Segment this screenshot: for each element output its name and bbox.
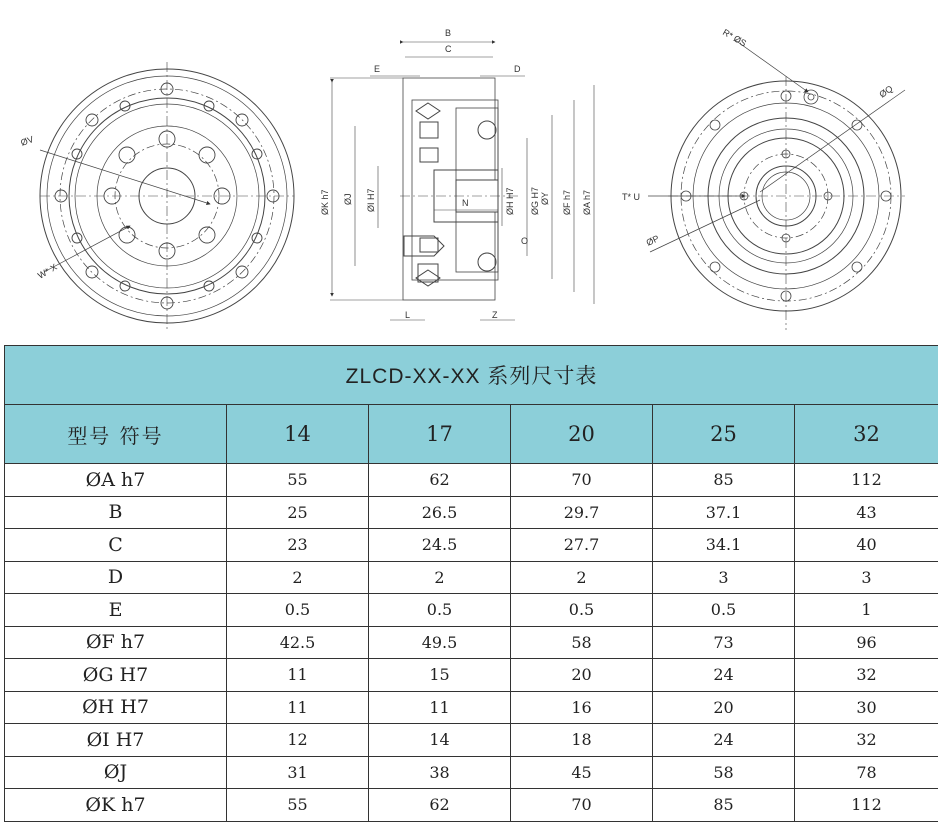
header-label: 型号 符号: [5, 405, 227, 464]
cell-value: 32: [795, 659, 938, 692]
label-g: ØG H7: [530, 186, 540, 215]
cell-value: 62: [369, 464, 511, 497]
cell-value: 31: [227, 756, 369, 789]
cell-value: 40: [795, 529, 938, 562]
cell-value: 112: [795, 464, 938, 497]
cell-value: 37.1: [653, 496, 795, 529]
header-model: 17: [369, 405, 511, 464]
table-title: ZLCD-XX-XX 系列尺寸表: [5, 346, 938, 405]
cell-value: 62: [369, 789, 511, 822]
cell-value: 2: [511, 561, 653, 594]
table-row: [5, 626, 938, 659]
header-model: 32: [795, 405, 938, 464]
label-wx: W* X: [36, 261, 59, 281]
table-row: [5, 691, 938, 724]
cell-value: 45: [511, 756, 653, 789]
cell-value: 70: [511, 789, 653, 822]
cell-value: 70: [511, 464, 653, 497]
label-c: C: [445, 44, 452, 54]
cell-value: 24: [653, 659, 795, 692]
cell-value: 23: [227, 529, 369, 562]
cell-value: 73: [653, 626, 795, 659]
cell-value: 58: [653, 756, 795, 789]
cell-value: 0.5: [227, 594, 369, 627]
cell-value: 11: [369, 691, 511, 724]
table-row: [5, 594, 938, 627]
row-symbol: ØF h7: [5, 626, 227, 659]
row-symbol: E: [5, 594, 227, 627]
cell-value: 2: [227, 561, 369, 594]
header-model: 25: [653, 405, 795, 464]
cell-value: 18: [511, 724, 653, 757]
cell-value: 78: [795, 756, 938, 789]
cell-value: 12: [227, 724, 369, 757]
cell-value: 58: [511, 626, 653, 659]
cell-value: 26.5: [369, 496, 511, 529]
row-symbol: D: [5, 561, 227, 594]
cell-value: 24: [653, 724, 795, 757]
cell-value: 85: [653, 464, 795, 497]
table-row: [5, 724, 938, 757]
label-a: ØA h7: [582, 189, 592, 215]
table-row: [5, 561, 938, 594]
cell-value: 20: [653, 691, 795, 724]
label-h: ØH H7: [505, 187, 515, 215]
label-d: D: [514, 64, 521, 74]
cell-value: 2: [369, 561, 511, 594]
cell-value: 0.5: [511, 594, 653, 627]
table-row: [5, 659, 938, 692]
cell-value: 49.5: [369, 626, 511, 659]
cell-value: 32: [795, 724, 938, 757]
label-n: N: [462, 198, 469, 208]
row-symbol: ØI H7: [5, 724, 227, 757]
technical-drawings: [0, 0, 938, 345]
label-j: ØJ: [343, 193, 353, 205]
cell-value: 0.5: [653, 594, 795, 627]
cell-value: 3: [795, 561, 938, 594]
cell-value: 16: [511, 691, 653, 724]
cell-value: 38: [369, 756, 511, 789]
row-symbol: ØA h7: [5, 464, 227, 497]
table-row: [5, 496, 938, 529]
cell-value: 55: [227, 464, 369, 497]
header-model: 20: [511, 405, 653, 464]
label-o: O: [521, 236, 529, 246]
cell-value: 11: [227, 691, 369, 724]
cell-value: 1: [795, 594, 938, 627]
label-b: B: [445, 28, 452, 38]
cell-value: 11: [227, 659, 369, 692]
table-row: [5, 789, 938, 822]
cell-value: 24.5: [369, 529, 511, 562]
table-row: [5, 529, 938, 562]
cell-value: 55: [227, 789, 369, 822]
right-rear-view: [648, 40, 905, 330]
cell-value: 30: [795, 691, 938, 724]
label-f: ØF h7: [562, 189, 572, 215]
table-title-row: [5, 346, 938, 405]
row-symbol: ØJ: [5, 756, 227, 789]
section-view: [330, 42, 594, 320]
cell-value: 96: [795, 626, 938, 659]
cell-value: 27.7: [511, 529, 653, 562]
label-y: ØY: [540, 191, 550, 205]
cell-value: 43: [795, 496, 938, 529]
cell-value: 3: [653, 561, 795, 594]
label-i: ØI H7: [366, 188, 376, 212]
cell-value: 15: [369, 659, 511, 692]
cell-value: 0.5: [369, 594, 511, 627]
label-v: ØV: [19, 134, 35, 148]
label-e: E: [374, 64, 381, 74]
left-front-view: [40, 62, 294, 330]
label-z: Z: [492, 310, 498, 320]
table-row: [5, 756, 938, 789]
table-header-row: [5, 405, 938, 464]
cell-value: 20: [511, 659, 653, 692]
cell-value: 42.5: [227, 626, 369, 659]
row-symbol: ØG H7: [5, 659, 227, 692]
label-k: ØK h7: [320, 189, 330, 215]
dimension-table: [4, 345, 938, 822]
row-symbol: C: [5, 529, 227, 562]
cell-value: 85: [653, 789, 795, 822]
label-q: ØQ: [877, 83, 895, 100]
cell-value: 14: [369, 724, 511, 757]
row-symbol: ØH H7: [5, 691, 227, 724]
label-tu: T* U: [622, 192, 640, 202]
label-l: L: [405, 310, 411, 320]
drawing-canvas: [0, 0, 938, 345]
label-rs: R* ØS: [721, 27, 749, 49]
cell-value: 25: [227, 496, 369, 529]
row-symbol: ØK h7: [5, 789, 227, 822]
row-symbol: B: [5, 496, 227, 529]
cell-value: 34.1: [653, 529, 795, 562]
header-model: 14: [227, 405, 369, 464]
label-p: ØP: [644, 233, 661, 248]
cell-value: 29.7: [511, 496, 653, 529]
cell-value: 112: [795, 789, 938, 822]
table-row: [5, 464, 938, 497]
